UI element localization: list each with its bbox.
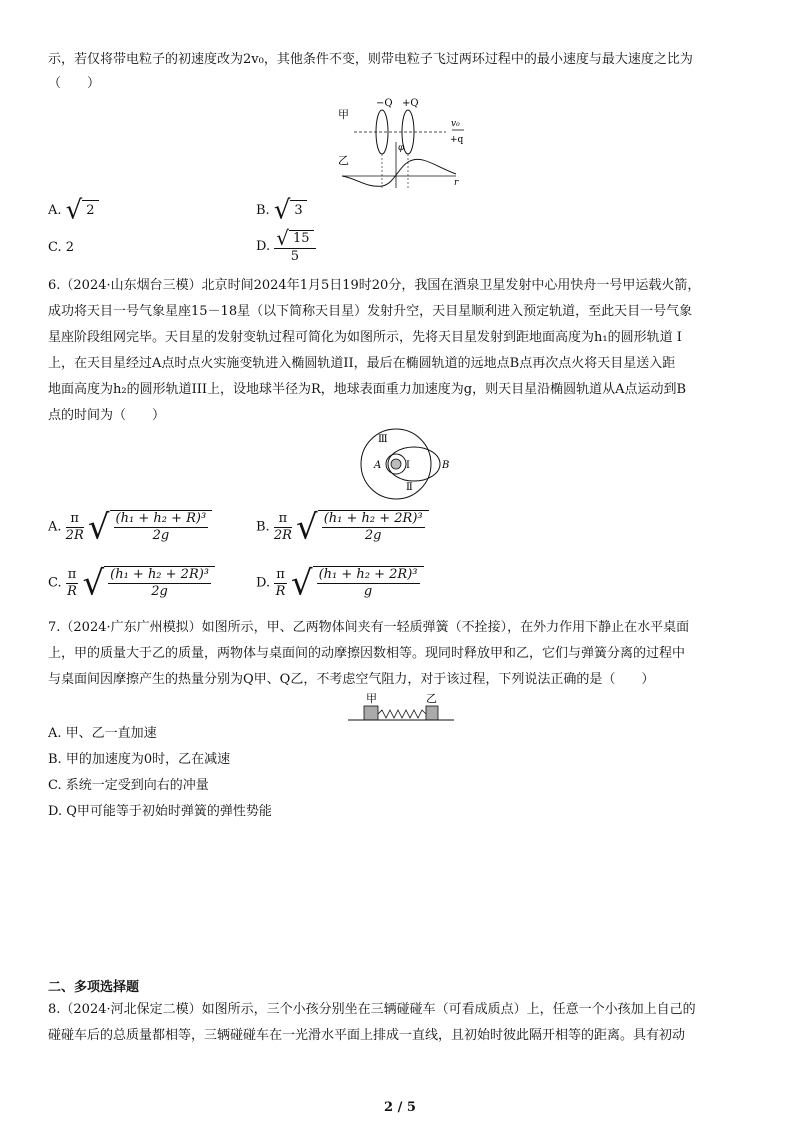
q6-line-1: 6.（2024·山东烟台三模）北京时间2024年1月5日19时20分，我国在酒泉卫星发射中心用快舟一号甲运载火箭， xyxy=(48,278,701,293)
q5-fig-plusq: +q xyxy=(450,135,464,145)
q6-option-a[interactable]: A. $\frac{\pi}{2R}$ √ $\frac{\text{(h₁ + h₂ + R)³}}{2g}$ xyxy=(48,510,212,544)
q5-option-c[interactable]: C. 2 xyxy=(48,240,75,255)
q6-option-d-label: D. xyxy=(256,575,271,591)
q5-text-line: 示，若仅将带电粒子的初速度改为2v₀，其他条件不变，则带电粒子飞过两环过程中的最小速度与最大速度之比为 xyxy=(48,52,693,67)
q5-option-d-label: D. xyxy=(256,239,271,254)
q5-option-a-label: A. xyxy=(48,203,62,218)
page-number: 2 / 5 xyxy=(384,1100,416,1115)
q7-option-d[interactable]: D. Q甲可能等于初始时弹簧的弹性势能 xyxy=(48,804,272,819)
q6-option-b-label: B. xyxy=(256,519,270,535)
q5-fig-r: r xyxy=(454,178,459,188)
q6-line-5: 地面高度为h₂的圆形轨道III上，设地球半径为R，地球表面重力加速度为g，则天目星沿椭圆轨道从A点运动到B xyxy=(48,382,687,397)
q5-fig-phi: φ xyxy=(398,143,405,153)
q5-option-a-sqrt: √ 2 xyxy=(66,200,99,221)
q7-line-3: 与桌面间因摩擦产生的热量分别为Q甲、Q乙，不考虑空气阻力，对于该过程，下列说法正确的是（ ） xyxy=(48,672,655,687)
q6-line-6: 点的时间为（ ） xyxy=(48,408,166,423)
q5-fig-label-yi: 乙 xyxy=(338,154,349,167)
q5-fig-v0: v₀ xyxy=(451,119,460,129)
section-heading-multiple-choice: 二、多项选择题 xyxy=(48,980,140,995)
q7-line-2: 上，甲的质量大于乙的质量，两物体与桌面间的动摩擦因数相等。现同时释放甲和乙，它们与弹簧分离的过程中 xyxy=(48,646,686,661)
q6-option-b[interactable]: B. $\frac{\pi}{2R}$ √ $\frac{\text{(h₁ + h₂ + 2R)³}}{2g}$ xyxy=(256,510,429,544)
q5-option-a[interactable] xyxy=(48,195,99,226)
q8-line-1: 8.（2024·河北保定二模）如图所示，三个小孩分别坐在三辆碰碰车（可看成质点）上，任意一个小孩加上自己的 xyxy=(48,1002,696,1017)
q7-option-a[interactable]: A. 甲、乙一直加速 xyxy=(48,726,157,741)
q5-option-b[interactable] xyxy=(256,195,307,226)
q6-orbit-figure xyxy=(356,426,452,502)
q6-fig-I: Ⅰ xyxy=(406,460,410,471)
q7-spring-figure xyxy=(346,692,456,722)
q6-option-c-label: C. xyxy=(48,575,62,591)
q6-option-d[interactable]: D. $\frac{\pi}{R}$ √ $\frac{\text{(h₁ + h₂ + 2R)³}}{g}$ xyxy=(256,566,424,600)
q6-fig-B: B xyxy=(442,460,450,471)
q6-fig-A: A xyxy=(374,460,382,471)
q6-line-2: 成功将天目一号气象星座15－18星（以下简称天目星）发射升空，天目星顺利进入预定轨道，至此天目一号气象 xyxy=(48,304,693,319)
q6-option-a-label: A. xyxy=(48,519,62,535)
q5-answer-paren: （ ） xyxy=(48,76,101,91)
q5-fig-label-jia: 甲 xyxy=(338,108,349,121)
q5-option-b-label: B. xyxy=(256,203,270,218)
q5-option-b-sqrt: √ 3 xyxy=(274,200,307,221)
q5-figure xyxy=(336,96,468,192)
q6-line-3: 星座阶段组网完毕。天目星的发射变轨过程可简化为如图所示，先将天目星发射到距地面高度为h₁的圆形轨道 I xyxy=(48,330,682,345)
q5-fig-minusQ: −Q xyxy=(376,98,393,109)
q7-option-b[interactable]: B. 甲的加速度为0时，乙在减速 xyxy=(48,752,231,767)
q7-fig-jia: 甲 xyxy=(366,692,377,705)
q5-fig-plusQ: +Q xyxy=(402,98,419,109)
q6-fig-III: Ⅲ xyxy=(378,434,388,445)
q5-option-d[interactable] xyxy=(256,228,316,265)
q8-line-2: 碰碰车后的总质量都相等，三辆碰碰车在一光滑水平面上排成一直线，且初始时彼此隔开相等的距离。具有初动 xyxy=(48,1028,686,1043)
q6-fig-II: Ⅱ xyxy=(406,482,413,493)
q5-option-d-frac: $\frac{√ 15}{5}$ xyxy=(274,228,315,265)
q6-line-4: 上，在天目星经过A点时点火实施变轨进入椭圆轨道II，最后在椭圆轨道的远地点B点再次点火将天目星送入距 xyxy=(48,356,676,371)
q6-option-c[interactable]: C. $\frac{\pi}{R}$ √ $\frac{\text{(h₁ + h₂ + 2R)³}}{2g}$ xyxy=(48,566,215,600)
q7-option-c[interactable]: C. 系统一定受到向右的冲量 xyxy=(48,778,209,793)
q7-fig-yi: 乙 xyxy=(426,692,437,705)
q7-line-1: 7.（2024·广东广州模拟）如图所示，甲、乙两物体间夹有一轻质弹簧（不拴接），在外力作用下静止在水平桌面 xyxy=(48,620,690,635)
